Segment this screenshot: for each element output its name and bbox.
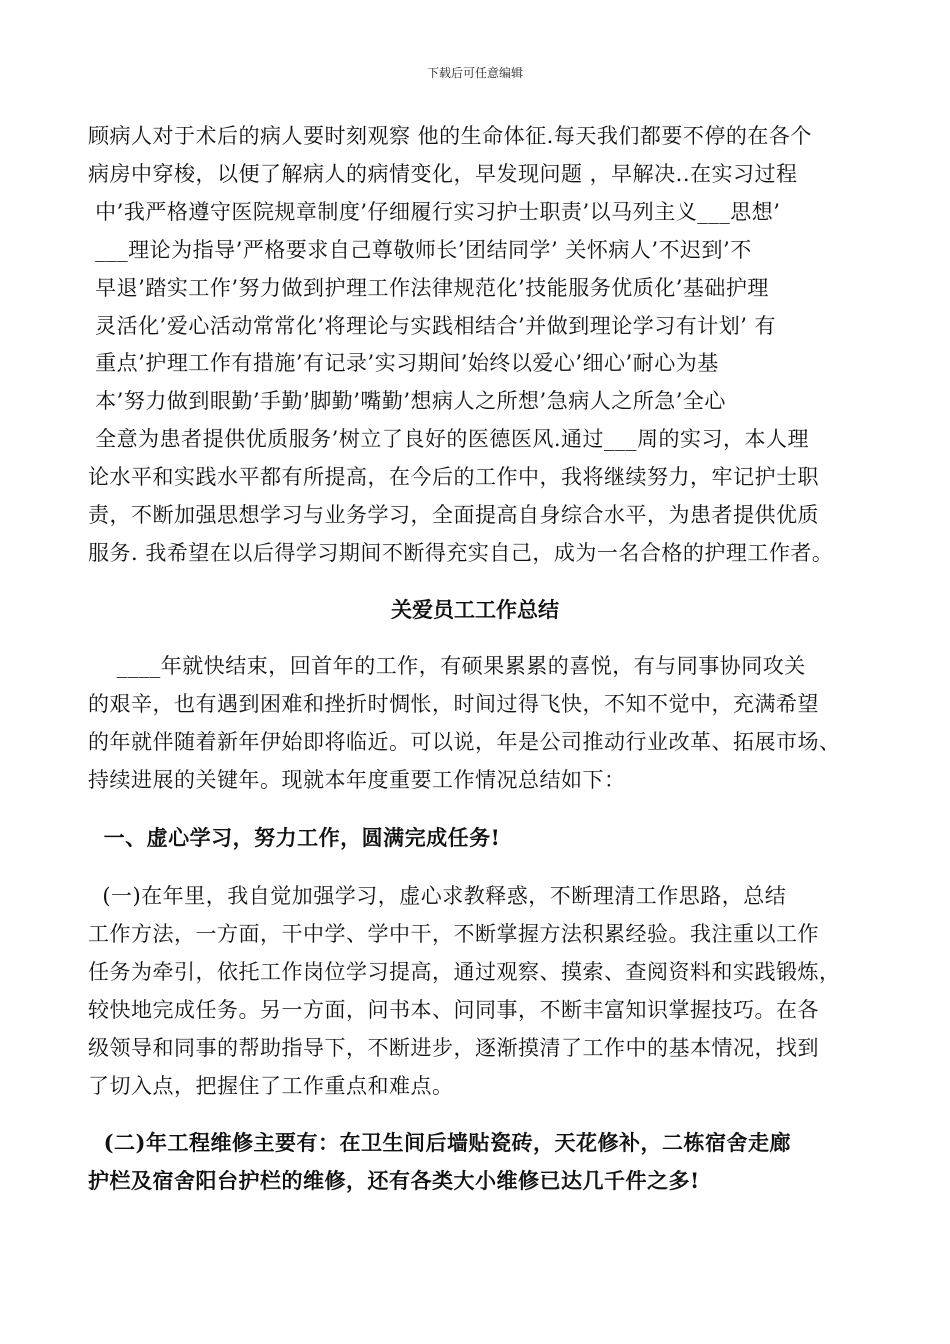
- body-line: 重点’护理工作有措施’有记录’实习期间’始终以爱心’细心’耐心为基: [88, 351, 719, 375]
- intro-line: 持续进展的关键年。现就本年度重要工作情况总结如下：: [88, 768, 626, 792]
- body-line: ___理论为指导’严格要求自己尊敬师长’团结同学’ 关怀病人’不迟到’不: [88, 238, 752, 262]
- body-line: 服务. 我希望在以后得学习期间不断得充实自己，成为一名合格的护理工作者。: [88, 541, 834, 565]
- heading-1: 一、虚心学习，努力工作，圆满完成任务!: [88, 825, 501, 850]
- intro-line: 的年就伴随着新年伊始即将临近。可以说，年是公司推动行业改革、拓展市场、: [88, 730, 841, 754]
- body-line: 灵活化’爱心活动常常化’将理论与实践相结合’并做到理论学习有计划’ 有: [88, 314, 777, 338]
- para1-line: 了切入点，把握住了工作重点和难点。: [88, 1074, 454, 1098]
- para2-line: (二)年工程维修主要有：在卫生间后墙贴瓷砖，天花修补，二栋宿舍走廊: [88, 1130, 791, 1155]
- body-line: 顾病人对于术后的病人要时刻观察 他的生命体征.每天我们都要不停的在各个: [88, 124, 812, 148]
- para1-line: (一)在年里，我自觉加强学习，虚心求教释惑，不断理清工作思路，总结: [88, 884, 787, 908]
- intro-line: 的艰辛，也有遇到困难和挫折时惆怅，时间过得飞快，不知不觉中，充满希望: [88, 692, 819, 716]
- body-line: 全意为患者提供优质服务’树立了良好的医德医风.通过___周的实习，本人理: [88, 427, 810, 451]
- para2-line: 护栏及宿舍阳台护栏的维修，还有各类大小维修已达几千件之多!: [88, 1168, 700, 1193]
- para1-line: 工作方法，一方面，干中学、学中干，不断掌握方法积累经验。我注重以工作: [88, 922, 819, 946]
- para1-line: 任务为牵引，依托工作岗位学习提高，通过观察、摸索、查阅资料和实践锻炼，: [88, 960, 841, 984]
- para1-line: 较快地完成任务。另一方面，问书本、问同事，不断丰富知识掌握技巧。在各: [88, 998, 819, 1022]
- intro-line: ____年就快结束，回首年的工作，有硕果累累的喜悦，有与同事协同攻关: [88, 654, 806, 678]
- body-line: 病房中穿梭，以便了解病人的病情变化，早发现问题 ，早解决..在实习过程: [88, 162, 798, 186]
- para1-line: 级领导和同事的帮助指导下，不断进步，逐渐摸清了工作中的基本情况，找到: [88, 1036, 819, 1060]
- page-header: 下载后可任意编辑: [426, 66, 523, 80]
- body-line: 责，不断加强思想学习与业务学习，全面提高自身综合水平，为患者提供优质: [88, 503, 819, 527]
- body-line: 中’我严格遵守医院规章制度’仔细履行实习护士职责’以马列主义___思想’: [88, 200, 781, 224]
- body-line: 本’努力做到眼勤’手勤’脚勤’嘴勤’想病人之所想’急病人之所急’全心: [88, 389, 726, 413]
- section-title: 关爱员工工作总结: [391, 597, 559, 622]
- body-line: 早退’踏实工作’努力做到护理工作法律规范化’技能服务优质化’基础护理: [88, 276, 769, 300]
- body-line: 论水平和实践水平都有所提高，在今后的工作中，我将继续努力，牢记护士职: [88, 465, 819, 489]
